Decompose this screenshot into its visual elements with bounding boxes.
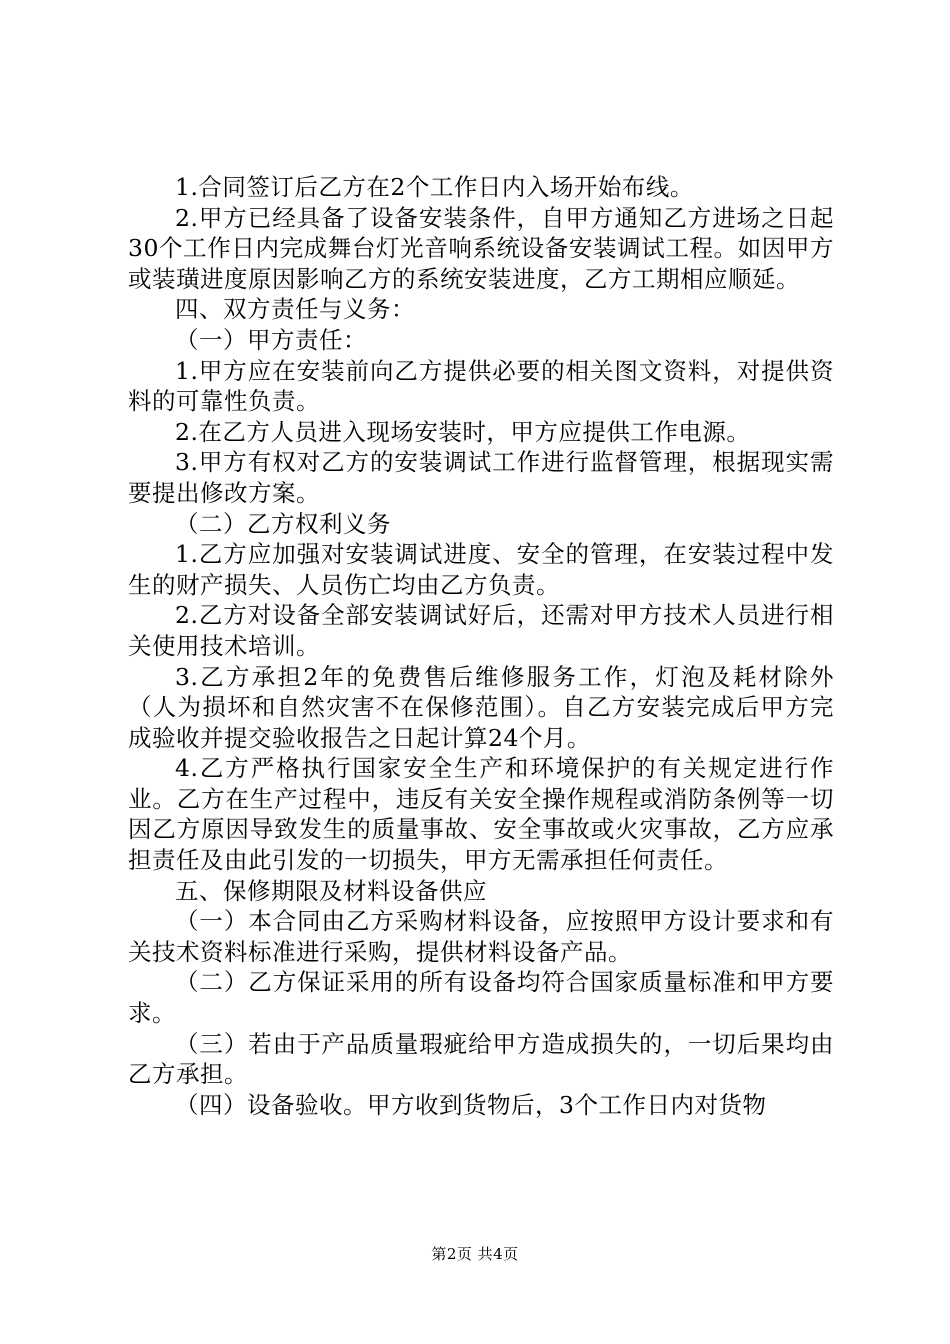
paragraph-warranty-4: （四）设备验收。甲方收到货物后，3个工作日内对货物: [175, 1090, 767, 1119]
paragraph-construction-period: 2.甲方已经具备了设备安装条件，自甲方通知乙方进场之日起30个工作日内完成舞台灯光音响系统设备安装调试工程。如因甲方或装璜进度原因影响乙方的系统安装进度，乙方工期相应顺延。: [128, 203, 834, 293]
subheading-party-a: （一）甲方责任：: [175, 325, 367, 354]
paragraph-entry-date: 1.合同签订后乙方在2个工作日内入场开始布线。: [175, 173, 694, 201]
paragraph-party-a-3: 3.甲方有权对乙方的安装调试工作进行监督管理，根据现实需要提出修改方案。: [128, 448, 834, 507]
section-heading-responsibilities: 四、双方责任与义务：: [175, 295, 415, 324]
paragraph-party-b-2: 2.乙方对设备全部安装调试好后，还需对甲方技术人员进行相关使用技术培训。: [128, 601, 834, 660]
page-number-footer: 第2页 共4页: [431, 1245, 519, 1263]
paragraph-party-b-3: 3.乙方承担2年的免费售后维修服务工作，灯泡及耗材除外（人为损坏和自然灾害不在保修范围）。自乙方安装完成后甲方完成验收并提交验收报告之日起计算24个月。: [128, 662, 834, 752]
paragraph-party-b-1: 1.乙方应加强对安装调试进度、安全的管理，在安装过程中发生的财产损失、人员伤亡均由乙方负责。: [128, 540, 834, 599]
paragraph-warranty-3: （三）若由于产品质量瑕疵给甲方造成损失的，一切后果均由乙方承担。: [128, 1029, 834, 1089]
section-heading-warranty: 五、保修期限及材料设备供应: [175, 876, 487, 905]
paragraph-warranty-2: （二）乙方保证采用的所有设备均符合国家质量标准和甲方要求。: [128, 968, 834, 1028]
document-body: [128, 172, 834, 1120]
paragraph-party-a-2: 2.在乙方人员进入现场安装时，甲方应提供工作电源。: [175, 417, 751, 446]
paragraph-party-b-4: 4.乙方严格执行国家安全生产和环境保护的有关规定进行作业。乙方在生产过程中，违反有关安全操作规程或消防条例等一切因乙方原因导致发生的质量事故、安全事故或火灾事故，乙方应承担责任及由此引发的一切损失，甲方无需承担任何责任。: [128, 754, 834, 875]
subheading-party-b: （二）乙方权利义务: [175, 509, 391, 538]
paragraph-warranty-1: （一）本合同由乙方采购材料设备，应按照甲方设计要求和有关技术资料标准进行采购，提供材料设备产品。: [128, 907, 834, 966]
paragraph-party-a-1: 1.甲方应在安装前向乙方提供必要的相关图文资料，对提供资料的可靠性负责。: [128, 356, 834, 416]
